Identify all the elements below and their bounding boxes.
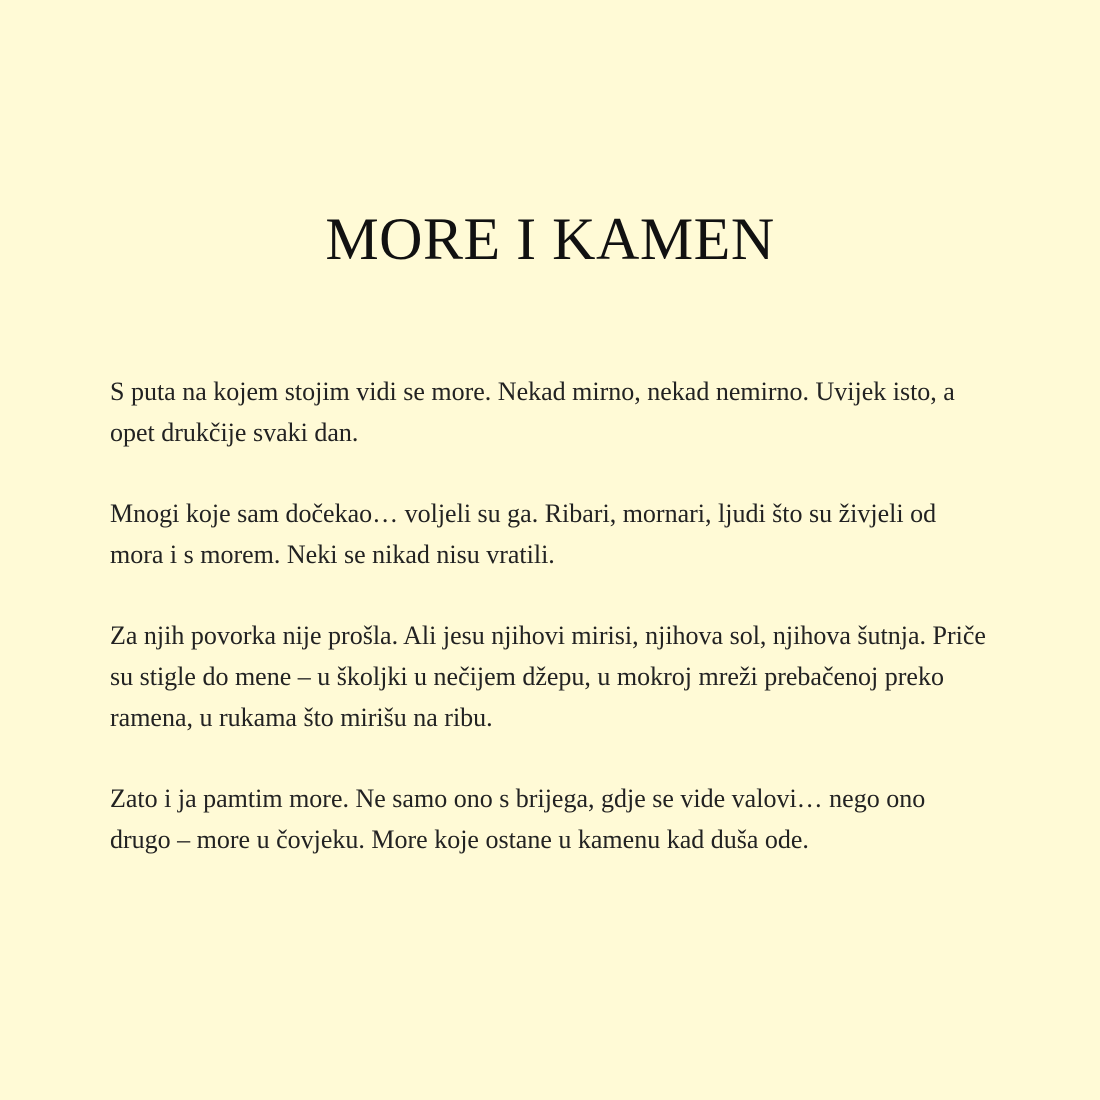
paragraph-2: Mnogi koje sam dočekao… voljeli su ga. Ribari, mornari, ljudi što su živjeli od mora i s morem. Neki se nikad nisu vratili. (110, 499, 937, 569)
body-text (110, 371, 990, 900)
page-title: MORE I KAMEN (325, 206, 775, 272)
paragraph-1: S puta na kojem stojim vidi se more. Nekad mirno, nekad nemirno. Uvijek isto, a opet drukčije svaki dan. (110, 377, 955, 447)
paragraph-3: Za njih povorka nije prošla. Ali jesu njihovi mirisi, njihova sol, njihova šutnja. Priče su stigle do mene – u školjki u nečijem džepu, u mokroj mreži prebačenoj preko ramena, u rukama što mirišu na ribu. (110, 621, 986, 732)
paragraph-4: Zato i ja pamtim more. Ne samo ono s brijega, gdje se vide valovi… nego ono drugo – more u čovjeku. More koje ostane u kamenu kad duša ode. (110, 784, 926, 854)
